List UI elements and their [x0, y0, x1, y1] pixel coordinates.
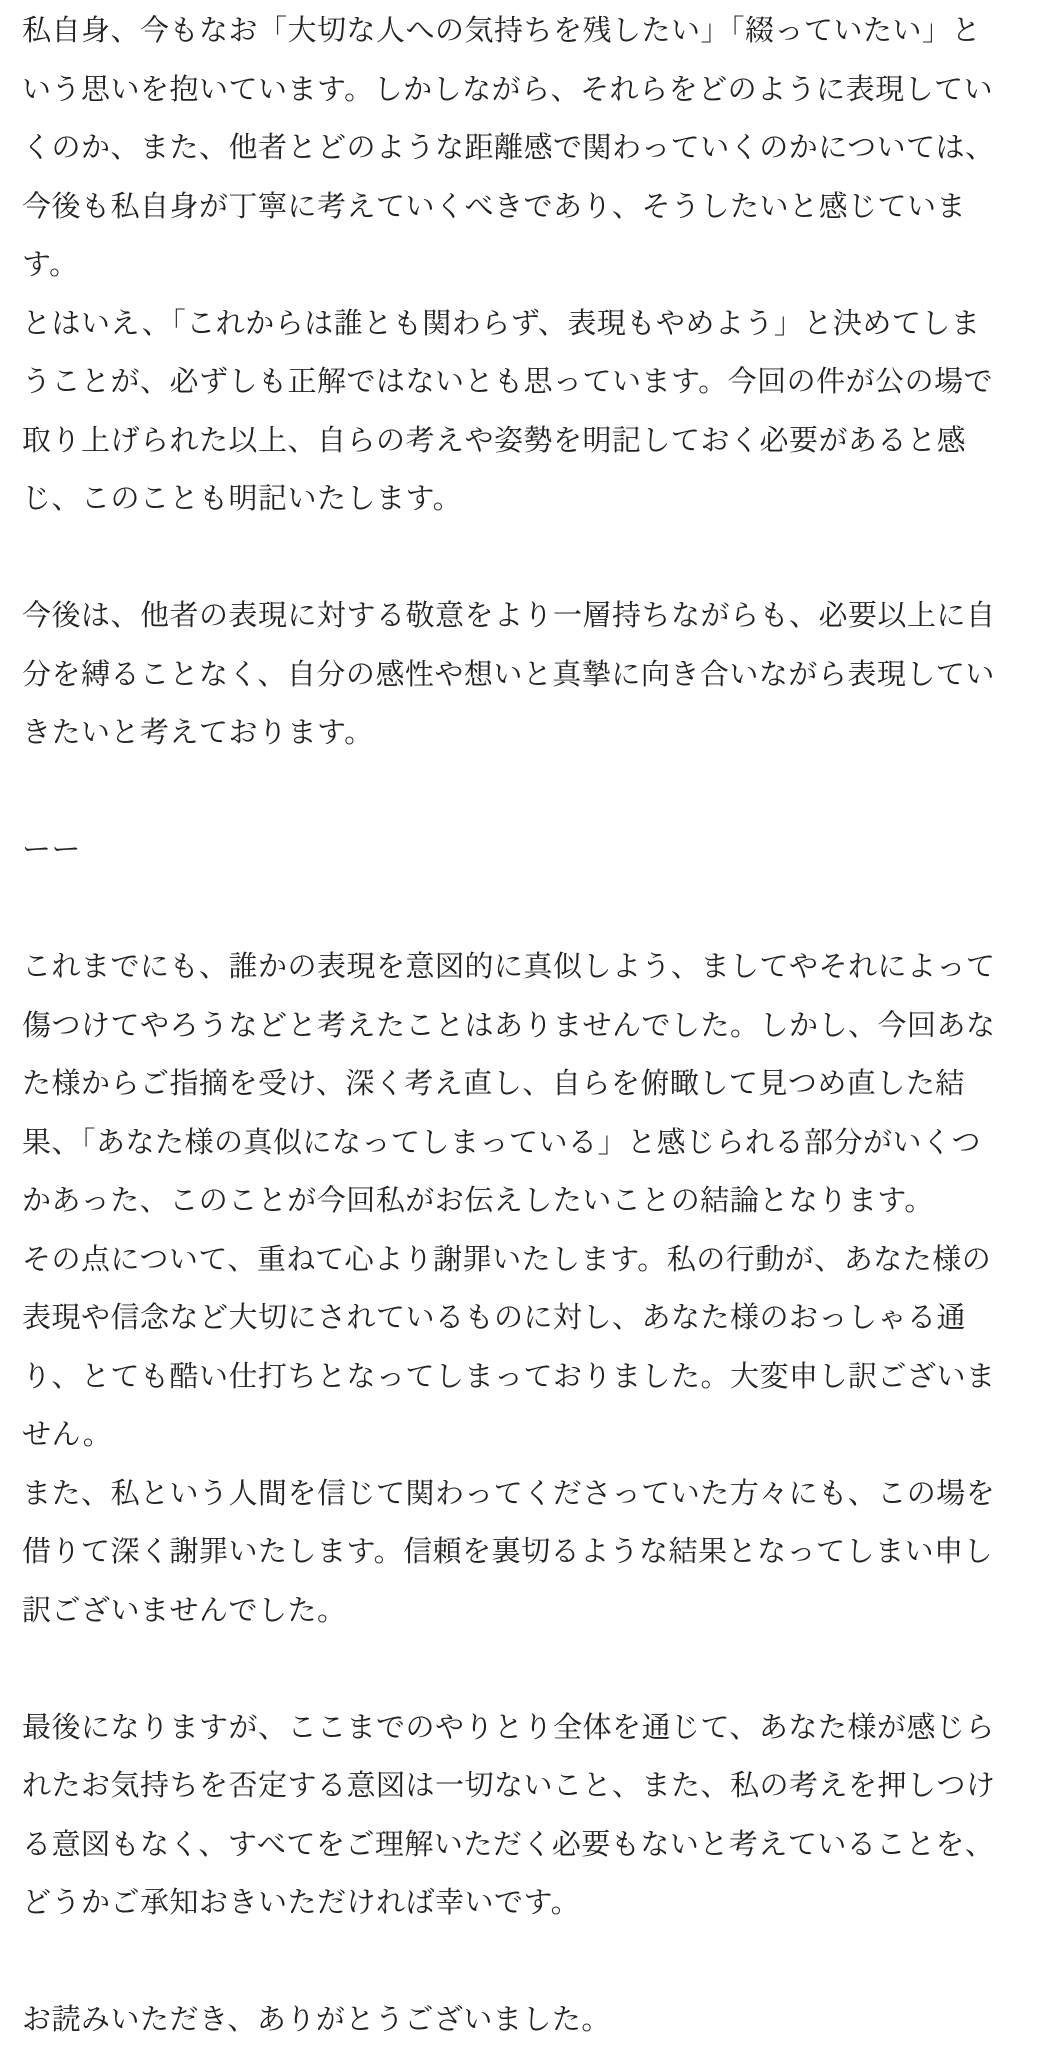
text-line: せん。 [22, 1417, 113, 1451]
text-line: 最後になりますが、ここまでのやりとり全体を通じて、あなた様が感じら [22, 1709, 995, 1744]
text-line: 表現や信念など大切にされているものに対し、あなた様のおっしゃる通 [22, 1300, 967, 1334]
text-line: 訳ございませんでした。 [22, 1592, 347, 1627]
document-body [22, 1, 1026, 2047]
text-line: とはいえ、「これからは誰とも関わらず、表現もやめよう」と決めてしま [22, 305, 981, 340]
blank-line [22, 1932, 1026, 1991]
text-line: じ、このことも明記いたします。 [22, 481, 463, 515]
text-line: 今後も私自身が丁寧に考えていくべきであり、そうしたいと感じていま [22, 188, 967, 223]
blank-line [22, 879, 1026, 938]
text-line: 借りて深く謝罪いたします。信頼を裏切るような結果となってしまい申し [22, 1534, 994, 1568]
text-line: す。 [22, 247, 79, 281]
text-line: 今後は、他者の表現に対する敬意をより一層持ちながらも、必要以上に自 [22, 598, 996, 632]
divider-line: ーー [22, 832, 82, 866]
text-line: かあった、このことが今回私がお伝えしたいことの結論となります。 [22, 1183, 934, 1217]
text-line: その点について、重ねて心より謝罪いたします。私の行動が、あなた様の [22, 1241, 992, 1276]
text-line: きたいと考えております。 [22, 715, 374, 749]
text-line: 分を縛ることなく、自分の感性や想いと真摯に向き合いながら表現してい [22, 656, 995, 691]
text-line: お読みいただき、ありがとうございました。 [22, 2002, 611, 2036]
text-line: どうかご承知おきいただければ幸いです。 [22, 1885, 581, 1919]
text-line: れたお気持ちを否定する意図は一切ないこと、また、私の考えを押しつけ [22, 1768, 996, 1802]
text-line: また、私という人間を信じて関わってくださっていた方々にも、この場を [22, 1475, 996, 1510]
blank-line [22, 762, 1026, 821]
text-line: うことが、必ずしも正解ではないとも思っています。今回の件が公の場で [22, 364, 994, 398]
blank-line [22, 528, 1026, 587]
text-line: 傷つけてやろうなどと考えたことはありませんでした。しかし、今回あな [22, 1007, 996, 1042]
blank-line [22, 1639, 1026, 1698]
text-line: これまでにも、誰かの表現を意図的に真似しよう、ましてやそれによって [22, 949, 996, 983]
text-line: 私自身、今もなお「大切な人への気持ちを残したい」「綴っていたい」と [22, 13, 982, 47]
text-line: り、とても酷い仕打ちとなってしまっておりました。大変申し訳ございま [22, 1358, 996, 1393]
text-line: いう思いを抱いています。しかしながら、それらをどのように表現してい [22, 71, 994, 106]
text-line: る意図もなく、すべてをご理解いただく必要もないと考えていることを、 [22, 1826, 995, 1861]
text-line: くのか、また、他者とどのような距離感で関わっていくのかについては、 [22, 130, 995, 164]
text-line: 果、「あなた様の真似になってしまっている」と感じられる部分がいくつ [22, 1124, 982, 1159]
text-line: た様からご指摘を受け、深く考え直し、自らを俯瞰して見つめ直した結 [22, 1066, 965, 1100]
text-line: 取り上げられた以上、自らの考えや姿勢を明記しておく必要があると感 [22, 422, 967, 457]
